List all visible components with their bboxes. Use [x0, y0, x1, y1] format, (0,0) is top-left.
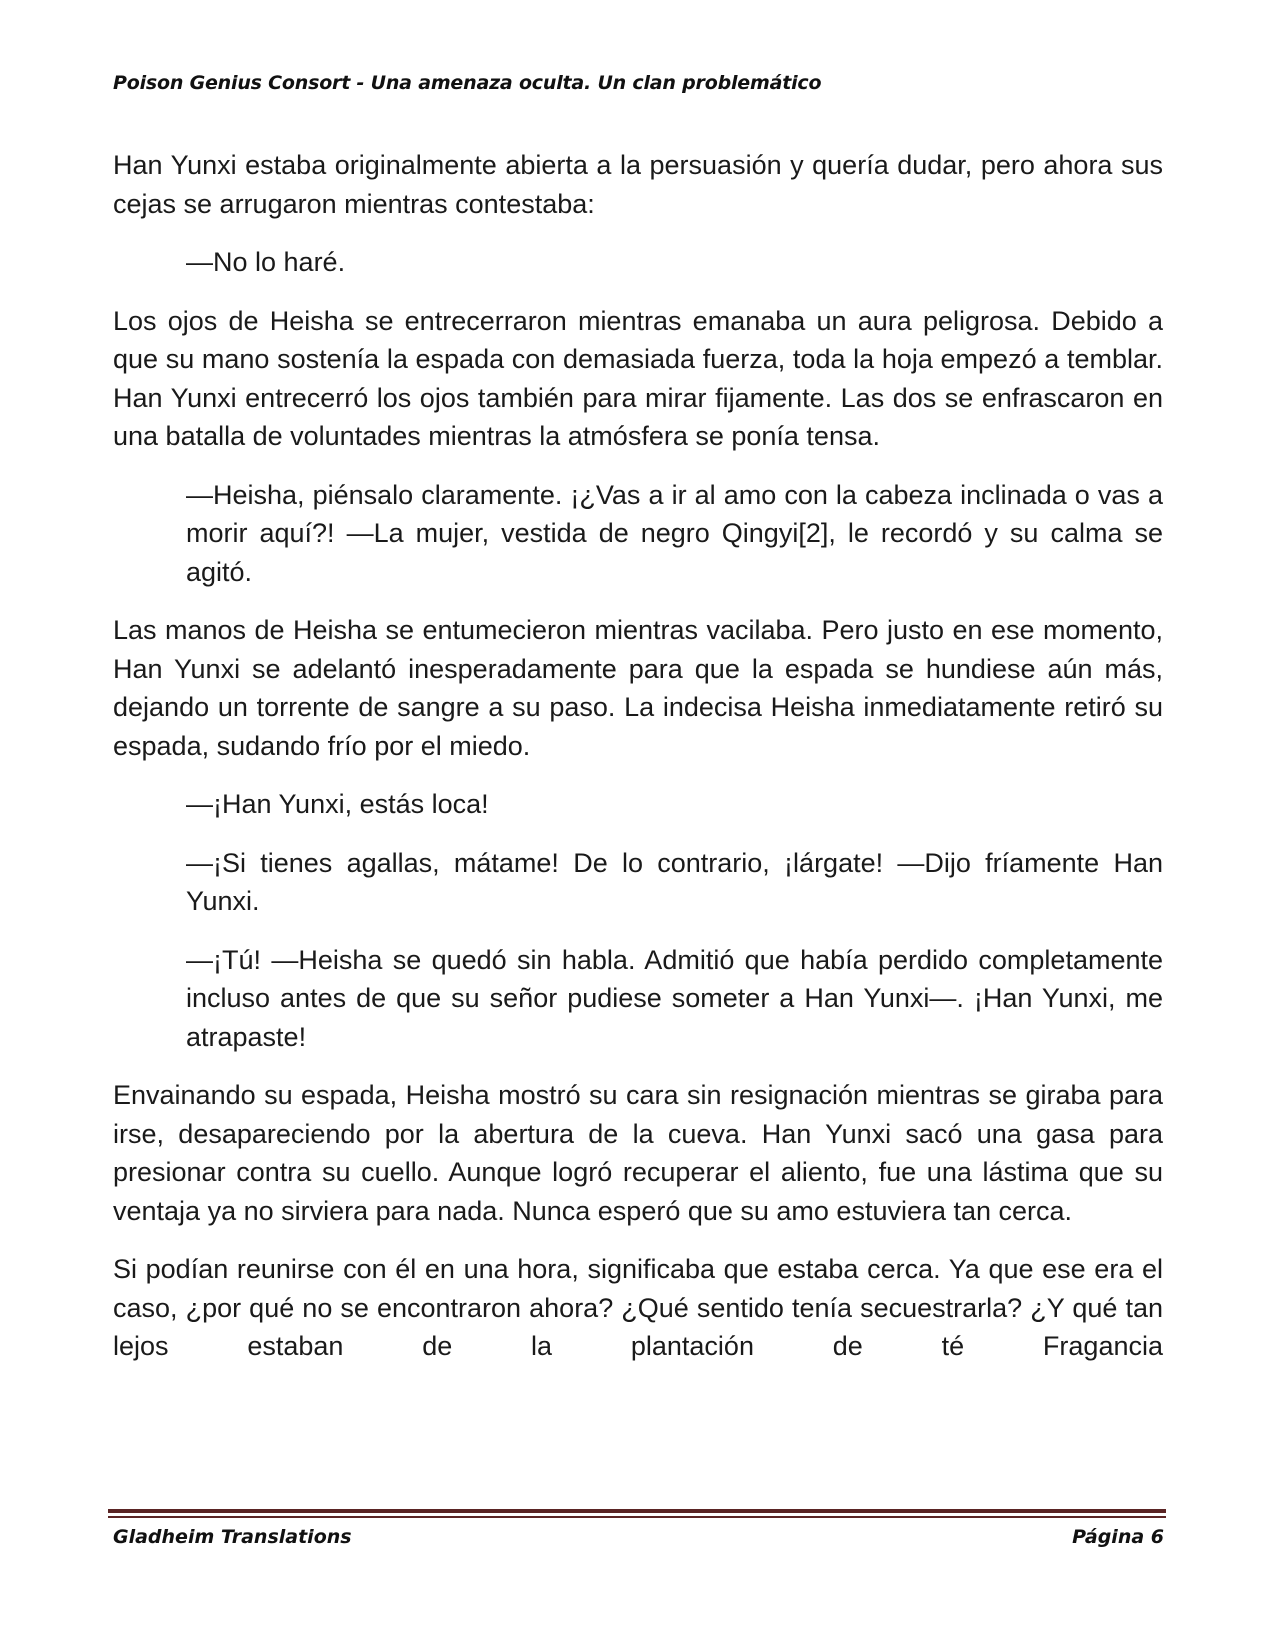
- footer-page-number: Página 6: [1072, 1526, 1164, 1548]
- dialogue-paragraph: —¡Han Yunxi, estás loca!: [186, 789, 489, 819]
- paragraph: Han Yunxi estaba originalmente abierta a la persuasión y quería dudar, pero ahora sus cejas se arrugaron mientras contestaba:: [113, 150, 1163, 219]
- dialogue-paragraph: —¡Tú! —Heisha se quedó sin habla. Admitió que había perdido completamente incluso antes de que su señor pudiese someter a Han Yunxi—. ¡Han Yunxi, me atrapaste!: [186, 944, 1163, 1052]
- paragraph: Si podían reunirse con él en una hora, significaba que estaba cerca. Ya que ese era el caso, ¿por qué no se encontraron ahora? ¿Qué sentido tenía secuestrarla? ¿Y qué tan lejos estaban de la plantación de té Fragancia: [113, 1254, 1163, 1361]
- page-header-title: Poison Genius Consort - Una amenaza oculta. Un clan problemático: [113, 72, 822, 94]
- footer-rule-thick: [108, 1509, 1166, 1513]
- dialogue-paragraph: —No lo haré.: [186, 247, 346, 277]
- dialogue-paragraph: —¡Si tienes agallas, mátame! De lo contrario, ¡lárgate! —Dijo fríamente Han Yunxi.: [186, 847, 1163, 916]
- page-body: [113, 146, 1163, 1366]
- paragraph: Las manos de Heisha se entumecieron mientras vacilaba. Pero justo en ese momento, Han Yunxi se adelantó inesperadamente para que la espada se hundiese aún más, dejando un torrente de sangre a su paso. La indecisa Heisha inmediatamente retiró su espada, sudando frío por el miedo.: [113, 615, 1163, 761]
- paragraph: Los ojos de Heisha se entrecerraron mientras emanaba un aura peligrosa. Debido a que su mano sostenía la espada con demasiada fuerza, toda la hoja empezó a temblar. Han Yunxi entrecerró los ojos también para mirar fijamente. Las dos se enfrascaron en una batalla de voluntades mientras la atmósfera se ponía tensa.: [113, 305, 1163, 451]
- dialogue-paragraph: —Heisha, piénsalo claramente. ¡¿Vas a ir al amo con la cabeza inclinada o vas a morir aquí?! —La mujer, vestida de negro Qingyi[2], le recordó y su calma se agitó.: [186, 479, 1163, 587]
- footer-translator: Gladheim Translations: [113, 1526, 352, 1548]
- paragraph: Envainando su espada, Heisha mostró su cara sin resignación mientras se giraba para irse, desapareciendo por la abertura de la cueva. Han Yunxi sacó una gasa para presionar contra su cuello. Aunque logró recuperar el aliento, fue una lástima que su ventaja ya no sirviera para nada. Nunca esperó que su amo estuviera tan cerca.: [113, 1080, 1163, 1226]
- footer-rule-thin: [108, 1516, 1166, 1518]
